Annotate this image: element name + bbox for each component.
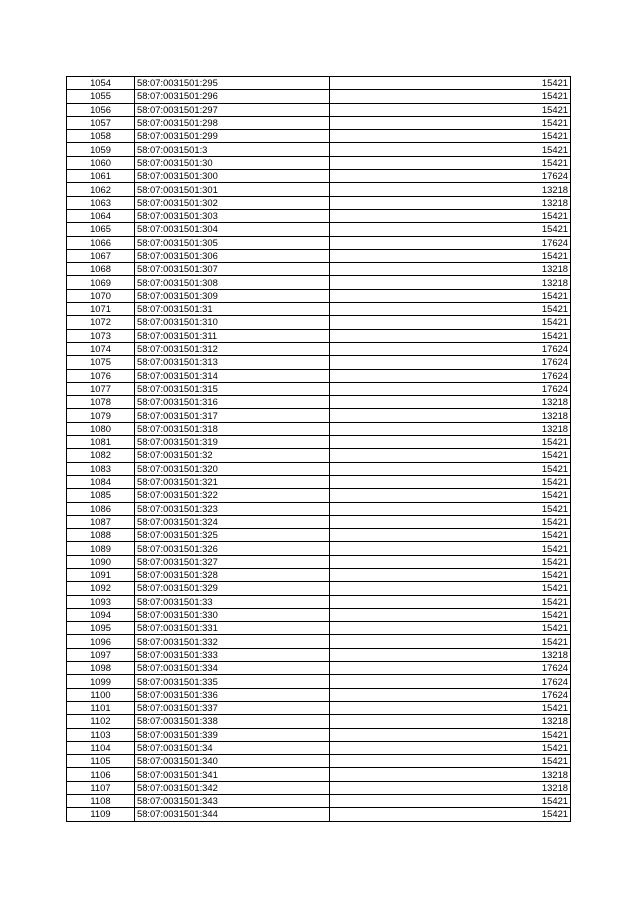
row-number-cell: 1071 bbox=[67, 303, 135, 316]
cadastral-number-cell: 58:07:0031501:298 bbox=[135, 116, 330, 129]
table-row bbox=[67, 183, 571, 196]
row-number-cell: 1091 bbox=[67, 568, 135, 581]
table-row bbox=[67, 475, 571, 488]
table-row bbox=[67, 156, 571, 169]
value-cell: 13218 bbox=[330, 263, 571, 276]
table-row bbox=[67, 728, 571, 741]
row-number-cell: 1088 bbox=[67, 529, 135, 542]
value-cell: 15421 bbox=[330, 741, 571, 754]
value-cell: 17624 bbox=[330, 356, 571, 369]
row-number-cell: 1070 bbox=[67, 289, 135, 302]
table-row bbox=[67, 90, 571, 103]
row-number-cell: 1096 bbox=[67, 635, 135, 648]
cadastral-number-cell: 58:07:0031501:297 bbox=[135, 103, 330, 116]
value-cell: 15421 bbox=[330, 728, 571, 741]
table-row bbox=[67, 289, 571, 302]
table-row bbox=[67, 675, 571, 688]
row-number-cell: 1075 bbox=[67, 356, 135, 369]
value-cell: 13218 bbox=[330, 648, 571, 661]
row-number-cell: 1082 bbox=[67, 449, 135, 462]
row-number-cell: 1106 bbox=[67, 768, 135, 781]
table-row bbox=[67, 808, 571, 821]
row-number-cell: 1100 bbox=[67, 688, 135, 701]
value-cell: 15421 bbox=[330, 555, 571, 568]
table-row bbox=[67, 329, 571, 342]
cadastral-number-cell: 58:07:0031501:311 bbox=[135, 329, 330, 342]
value-cell: 17624 bbox=[330, 675, 571, 688]
cadastral-number-cell: 58:07:0031501:315 bbox=[135, 382, 330, 395]
row-number-cell: 1081 bbox=[67, 436, 135, 449]
cadastral-number-cell: 58:07:0031501:308 bbox=[135, 276, 330, 289]
table-row bbox=[67, 715, 571, 728]
table-row bbox=[67, 103, 571, 116]
cadastral-number-cell: 58:07:0031501:316 bbox=[135, 396, 330, 409]
row-number-cell: 1109 bbox=[67, 808, 135, 821]
table-row bbox=[67, 622, 571, 635]
table-row bbox=[67, 263, 571, 276]
value-cell: 13218 bbox=[330, 715, 571, 728]
cadastral-number-cell: 58:07:0031501:339 bbox=[135, 728, 330, 741]
table-row bbox=[67, 462, 571, 475]
cadastral-number-cell: 58:07:0031501:32 bbox=[135, 449, 330, 462]
row-number-cell: 1054 bbox=[67, 77, 135, 90]
value-cell: 15421 bbox=[330, 635, 571, 648]
table-row bbox=[67, 662, 571, 675]
cadastral-number-cell: 58:07:0031501:313 bbox=[135, 356, 330, 369]
cadastral-number-cell: 58:07:0031501:329 bbox=[135, 582, 330, 595]
row-number-cell: 1055 bbox=[67, 90, 135, 103]
row-number-cell: 1093 bbox=[67, 595, 135, 608]
row-number-cell: 1064 bbox=[67, 209, 135, 222]
row-number-cell: 1104 bbox=[67, 741, 135, 754]
value-cell: 13218 bbox=[330, 409, 571, 422]
table-row bbox=[67, 515, 571, 528]
row-number-cell: 1062 bbox=[67, 183, 135, 196]
cadastral-number-cell: 58:07:0031501:296 bbox=[135, 90, 330, 103]
cadastral-number-cell: 58:07:0031501:341 bbox=[135, 768, 330, 781]
table-row bbox=[67, 170, 571, 183]
value-cell: 15421 bbox=[330, 329, 571, 342]
table-row bbox=[67, 701, 571, 714]
cadastral-number-cell: 58:07:0031501:302 bbox=[135, 196, 330, 209]
cadastral-number-cell: 58:07:0031501:3 bbox=[135, 143, 330, 156]
value-cell: 17624 bbox=[330, 342, 571, 355]
value-cell: 15421 bbox=[330, 595, 571, 608]
cadastral-number-cell: 58:07:0031501:299 bbox=[135, 130, 330, 143]
table-row bbox=[67, 741, 571, 754]
cadastral-number-cell: 58:07:0031501:331 bbox=[135, 622, 330, 635]
row-number-cell: 1076 bbox=[67, 369, 135, 382]
cadastral-number-cell: 58:07:0031501:340 bbox=[135, 755, 330, 768]
table-row bbox=[67, 342, 571, 355]
row-number-cell: 1077 bbox=[67, 382, 135, 395]
value-cell: 15421 bbox=[330, 568, 571, 581]
row-number-cell: 1095 bbox=[67, 622, 135, 635]
value-cell: 13218 bbox=[330, 276, 571, 289]
row-number-cell: 1057 bbox=[67, 116, 135, 129]
table-row bbox=[67, 209, 571, 222]
table-row bbox=[67, 369, 571, 382]
value-cell: 15421 bbox=[330, 502, 571, 515]
row-number-cell: 1056 bbox=[67, 103, 135, 116]
value-cell: 15421 bbox=[330, 223, 571, 236]
cadastral-number-cell: 58:07:0031501:312 bbox=[135, 342, 330, 355]
cadastral-number-cell: 58:07:0031501:295 bbox=[135, 77, 330, 90]
cadastral-number-cell: 58:07:0031501:301 bbox=[135, 183, 330, 196]
value-cell: 13218 bbox=[330, 422, 571, 435]
row-number-cell: 1086 bbox=[67, 502, 135, 515]
value-cell: 13218 bbox=[330, 781, 571, 794]
table-row bbox=[67, 143, 571, 156]
row-number-cell: 1101 bbox=[67, 701, 135, 714]
table-row bbox=[67, 396, 571, 409]
row-number-cell: 1065 bbox=[67, 223, 135, 236]
row-number-cell: 1105 bbox=[67, 755, 135, 768]
table-row bbox=[67, 236, 571, 249]
table-row bbox=[67, 130, 571, 143]
value-cell: 15421 bbox=[330, 582, 571, 595]
cadastral-number-cell: 58:07:0031501:323 bbox=[135, 502, 330, 515]
value-cell: 15421 bbox=[330, 209, 571, 222]
value-cell: 15421 bbox=[330, 116, 571, 129]
table-row bbox=[67, 795, 571, 808]
value-cell: 15421 bbox=[330, 130, 571, 143]
table-row bbox=[67, 781, 571, 794]
value-cell: 15421 bbox=[330, 529, 571, 542]
value-cell: 15421 bbox=[330, 542, 571, 555]
row-number-cell: 1099 bbox=[67, 675, 135, 688]
value-cell: 13218 bbox=[330, 768, 571, 781]
value-cell: 17624 bbox=[330, 170, 571, 183]
table-row bbox=[67, 223, 571, 236]
row-number-cell: 1107 bbox=[67, 781, 135, 794]
row-number-cell: 1094 bbox=[67, 608, 135, 621]
row-number-cell: 1080 bbox=[67, 422, 135, 435]
table-row bbox=[67, 449, 571, 462]
value-cell: 15421 bbox=[330, 608, 571, 621]
table-row bbox=[67, 382, 571, 395]
cadastral-number-cell: 58:07:0031501:303 bbox=[135, 209, 330, 222]
cadastral-number-cell: 58:07:0031501:330 bbox=[135, 608, 330, 621]
cadastral-number-cell: 58:07:0031501:325 bbox=[135, 529, 330, 542]
row-number-cell: 1060 bbox=[67, 156, 135, 169]
data-table bbox=[66, 76, 571, 822]
cadastral-number-cell: 58:07:0031501:344 bbox=[135, 808, 330, 821]
value-cell: 15421 bbox=[330, 475, 571, 488]
table-row bbox=[67, 316, 571, 329]
value-cell: 15421 bbox=[330, 436, 571, 449]
cadastral-number-cell: 58:07:0031501:332 bbox=[135, 635, 330, 648]
value-cell: 15421 bbox=[330, 449, 571, 462]
row-number-cell: 1067 bbox=[67, 249, 135, 262]
row-number-cell: 1063 bbox=[67, 196, 135, 209]
cadastral-number-cell: 58:07:0031501:318 bbox=[135, 422, 330, 435]
cadastral-number-cell: 58:07:0031501:304 bbox=[135, 223, 330, 236]
cadastral-number-cell: 58:07:0031501:307 bbox=[135, 263, 330, 276]
cadastral-number-cell: 58:07:0031501:328 bbox=[135, 568, 330, 581]
value-cell: 15421 bbox=[330, 156, 571, 169]
cadastral-number-cell: 58:07:0031501:327 bbox=[135, 555, 330, 568]
row-number-cell: 1058 bbox=[67, 130, 135, 143]
cadastral-number-cell: 58:07:0031501:337 bbox=[135, 701, 330, 714]
cadastral-number-cell: 58:07:0031501:33 bbox=[135, 595, 330, 608]
table-row bbox=[67, 276, 571, 289]
row-number-cell: 1098 bbox=[67, 662, 135, 675]
value-cell: 15421 bbox=[330, 249, 571, 262]
table-row bbox=[67, 529, 571, 542]
row-number-cell: 1069 bbox=[67, 276, 135, 289]
row-number-cell: 1084 bbox=[67, 475, 135, 488]
table-row bbox=[67, 409, 571, 422]
cadastral-number-cell: 58:07:0031501:314 bbox=[135, 369, 330, 382]
table-row bbox=[67, 422, 571, 435]
row-number-cell: 1090 bbox=[67, 555, 135, 568]
cadastral-number-cell: 58:07:0031501:320 bbox=[135, 462, 330, 475]
cadastral-number-cell: 58:07:0031501:342 bbox=[135, 781, 330, 794]
value-cell: 15421 bbox=[330, 489, 571, 502]
cadastral-number-cell: 58:07:0031501:300 bbox=[135, 170, 330, 183]
row-number-cell: 1073 bbox=[67, 329, 135, 342]
cadastral-number-cell: 58:07:0031501:326 bbox=[135, 542, 330, 555]
table-body bbox=[67, 77, 571, 822]
row-number-cell: 1059 bbox=[67, 143, 135, 156]
cadastral-number-cell: 58:07:0031501:324 bbox=[135, 515, 330, 528]
cadastral-number-cell: 58:07:0031501:310 bbox=[135, 316, 330, 329]
value-cell: 15421 bbox=[330, 77, 571, 90]
value-cell: 13218 bbox=[330, 196, 571, 209]
table-row bbox=[67, 555, 571, 568]
cadastral-number-cell: 58:07:0031501:306 bbox=[135, 249, 330, 262]
value-cell: 15421 bbox=[330, 515, 571, 528]
value-cell: 15421 bbox=[330, 90, 571, 103]
value-cell: 15421 bbox=[330, 795, 571, 808]
cadastral-number-cell: 58:07:0031501:321 bbox=[135, 475, 330, 488]
cadastral-number-cell: 58:07:0031501:322 bbox=[135, 489, 330, 502]
value-cell: 15421 bbox=[330, 289, 571, 302]
value-cell: 13218 bbox=[330, 183, 571, 196]
row-number-cell: 1097 bbox=[67, 648, 135, 661]
table-row bbox=[67, 196, 571, 209]
cadastral-number-cell: 58:07:0031501:309 bbox=[135, 289, 330, 302]
value-cell: 15421 bbox=[330, 462, 571, 475]
row-number-cell: 1061 bbox=[67, 170, 135, 183]
value-cell: 13218 bbox=[330, 396, 571, 409]
row-number-cell: 1079 bbox=[67, 409, 135, 422]
table-row bbox=[67, 116, 571, 129]
value-cell: 15421 bbox=[330, 808, 571, 821]
row-number-cell: 1103 bbox=[67, 728, 135, 741]
table-row bbox=[67, 648, 571, 661]
table-row bbox=[67, 249, 571, 262]
cadastral-number-cell: 58:07:0031501:336 bbox=[135, 688, 330, 701]
value-cell: 15421 bbox=[330, 103, 571, 116]
value-cell: 15421 bbox=[330, 755, 571, 768]
table-row bbox=[67, 635, 571, 648]
value-cell: 15421 bbox=[330, 143, 571, 156]
row-number-cell: 1068 bbox=[67, 263, 135, 276]
table-row bbox=[67, 502, 571, 515]
table-row bbox=[67, 356, 571, 369]
cadastral-number-cell: 58:07:0031501:335 bbox=[135, 675, 330, 688]
cadastral-number-cell: 58:07:0031501:319 bbox=[135, 436, 330, 449]
row-number-cell: 1087 bbox=[67, 515, 135, 528]
cadastral-number-cell: 58:07:0031501:30 bbox=[135, 156, 330, 169]
row-number-cell: 1066 bbox=[67, 236, 135, 249]
table-row bbox=[67, 436, 571, 449]
value-cell: 15421 bbox=[330, 316, 571, 329]
row-number-cell: 1083 bbox=[67, 462, 135, 475]
row-number-cell: 1089 bbox=[67, 542, 135, 555]
table-row bbox=[67, 768, 571, 781]
row-number-cell: 1092 bbox=[67, 582, 135, 595]
value-cell: 17624 bbox=[330, 688, 571, 701]
cadastral-number-cell: 58:07:0031501:31 bbox=[135, 303, 330, 316]
table-row bbox=[67, 755, 571, 768]
cadastral-number-cell: 58:07:0031501:305 bbox=[135, 236, 330, 249]
value-cell: 17624 bbox=[330, 662, 571, 675]
table-row bbox=[67, 489, 571, 502]
table-row bbox=[67, 582, 571, 595]
cadastral-number-cell: 58:07:0031501:333 bbox=[135, 648, 330, 661]
row-number-cell: 1102 bbox=[67, 715, 135, 728]
table-row bbox=[67, 77, 571, 90]
row-number-cell: 1078 bbox=[67, 396, 135, 409]
row-number-cell: 1108 bbox=[67, 795, 135, 808]
value-cell: 17624 bbox=[330, 236, 571, 249]
table-row bbox=[67, 303, 571, 316]
cadastral-number-cell: 58:07:0031501:334 bbox=[135, 662, 330, 675]
row-number-cell: 1074 bbox=[67, 342, 135, 355]
cadastral-number-cell: 58:07:0031501:343 bbox=[135, 795, 330, 808]
table-row bbox=[67, 608, 571, 621]
value-cell: 15421 bbox=[330, 303, 571, 316]
row-number-cell: 1072 bbox=[67, 316, 135, 329]
cadastral-number-cell: 58:07:0031501:34 bbox=[135, 741, 330, 754]
row-number-cell: 1085 bbox=[67, 489, 135, 502]
table-row bbox=[67, 568, 571, 581]
value-cell: 15421 bbox=[330, 622, 571, 635]
value-cell: 15421 bbox=[330, 701, 571, 714]
table-row bbox=[67, 688, 571, 701]
value-cell: 17624 bbox=[330, 369, 571, 382]
value-cell: 17624 bbox=[330, 382, 571, 395]
cadastral-number-cell: 58:07:0031501:317 bbox=[135, 409, 330, 422]
cadastral-number-cell: 58:07:0031501:338 bbox=[135, 715, 330, 728]
table-row bbox=[67, 595, 571, 608]
table-row bbox=[67, 542, 571, 555]
